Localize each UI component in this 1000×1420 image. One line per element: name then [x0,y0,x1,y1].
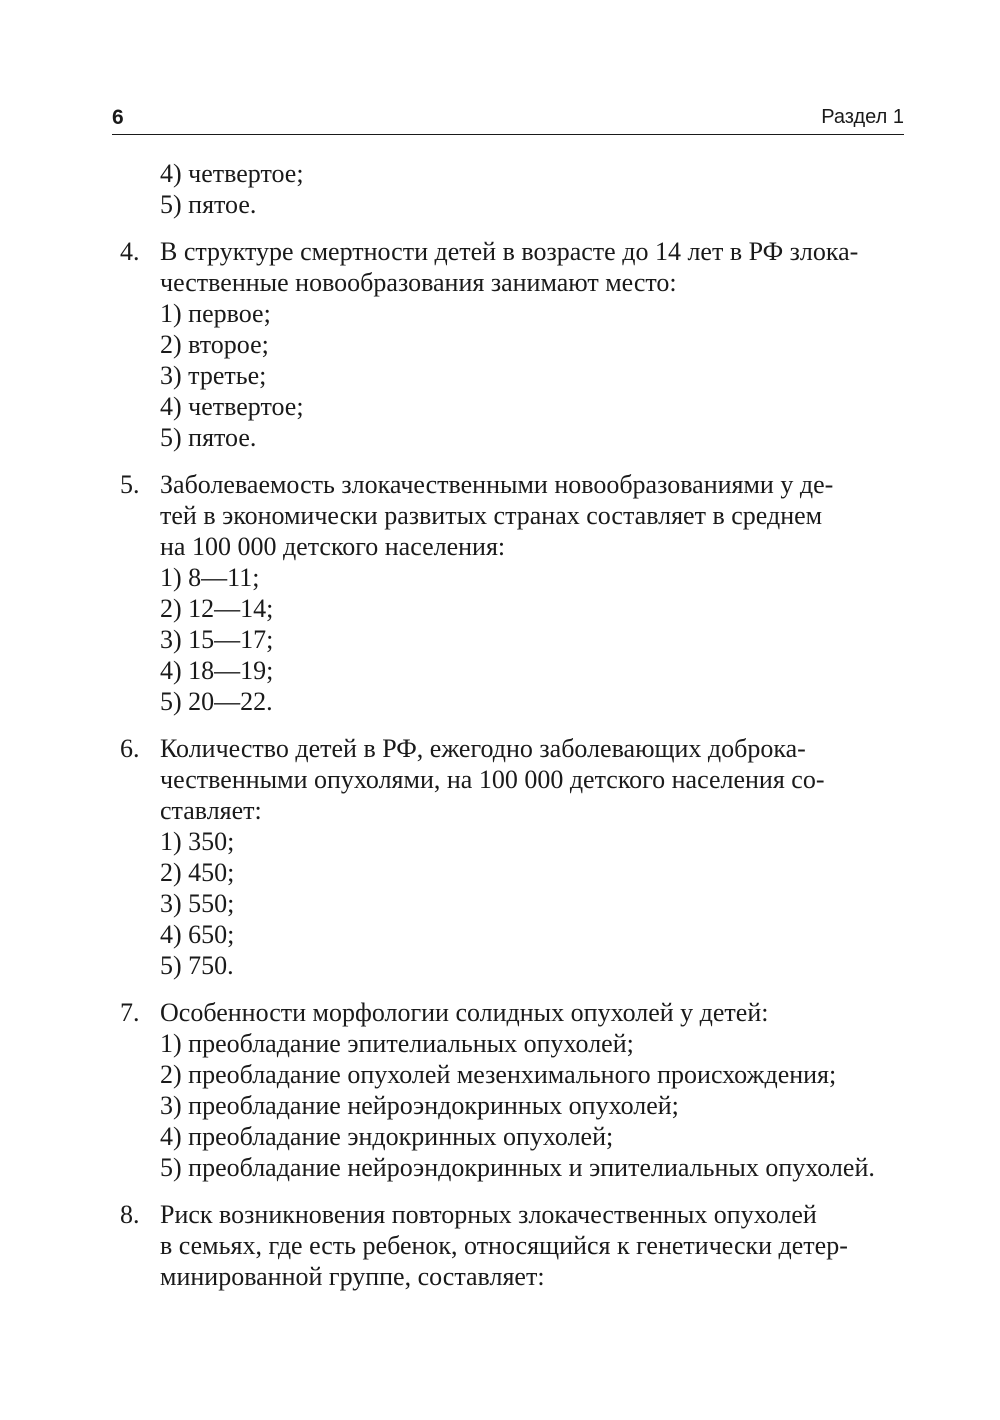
answer-option: 5) 20—22. [160,687,273,716]
question-text-line: тей в экономически развитых странах составляет в среднем [160,501,823,530]
question-text-line: в семьях, где есть ребенок, относящийся к генетически детер- [160,1231,848,1260]
answer-option: 5) пятое. [160,190,257,219]
answer-option: 5) пятое. [160,423,257,452]
answer-option: 4) 650; [160,920,235,949]
question-text-line: на 100 000 детского населения: [160,532,506,561]
answer-option: 1) преобладание эпителиальных опухолей; [160,1029,634,1058]
question-text-line: чественными опухолями, на 100 000 детского населения со- [160,765,825,794]
answer-option: 1) первое; [160,299,271,328]
answer-option: 5) преобладание нейроэндокринных и эпителиальных опухолей. [160,1153,875,1182]
question-4-line-1: 4. В структуре смертности детей в возрасте до 14 лет в РФ злока- [120,237,859,266]
page-content [120,158,906,1292]
question-number: 7. [120,998,140,1027]
answer-option: 1) 8—11; [160,563,260,592]
question-6-line-1: 6. Количество детей в РФ, ежегодно заболевающих доброка- [120,734,806,763]
question-number: 8. [120,1200,140,1229]
answer-option: 4) 18—19; [160,656,274,685]
page-number: 6 [112,106,124,129]
answer-option: 5) 750. [160,951,234,980]
answer-option: 2) второе; [160,330,269,359]
answer-option: 2) 12—14; [160,594,274,623]
answer-option: 3) третье; [160,361,267,390]
question-text-line: минированной группе, составляет: [160,1262,545,1291]
answer-option: 2) преобладание опухолей мезенхимального происхождения; [160,1060,837,1089]
question-text-line: ставляет: [160,796,262,825]
answer-option: 4) четвертое; [160,159,304,188]
answer-option: 4) четвертое; [160,392,304,421]
question-number: 5. [120,470,140,499]
question-text-line: чественные новообразования занимают место: [160,268,677,297]
answer-option: 3) преобладание нейроэндокринных опухолей; [160,1091,679,1120]
running-header [112,106,904,135]
question-8-line-1: 8. Риск возникновения повторных злокачественных опухолей [120,1200,817,1229]
question-number: 6. [120,734,140,763]
question-7-line-1: 7. Особенности морфологии солидных опухолей у детей: [120,998,769,1027]
answer-option: 2) 450; [160,858,235,887]
answer-option: 3) 550; [160,889,235,918]
answer-option: 1) 350; [160,827,235,856]
answer-option: 4) преобладание эндокринных опухолей; [160,1122,614,1151]
section-title: Раздел 1 [821,106,904,128]
answer-option: 3) 15—17; [160,625,274,654]
question-5-line-1: 5. Заболеваемость злокачественными новообразованиями у де- [120,470,834,499]
question-number: 4. [120,237,140,266]
